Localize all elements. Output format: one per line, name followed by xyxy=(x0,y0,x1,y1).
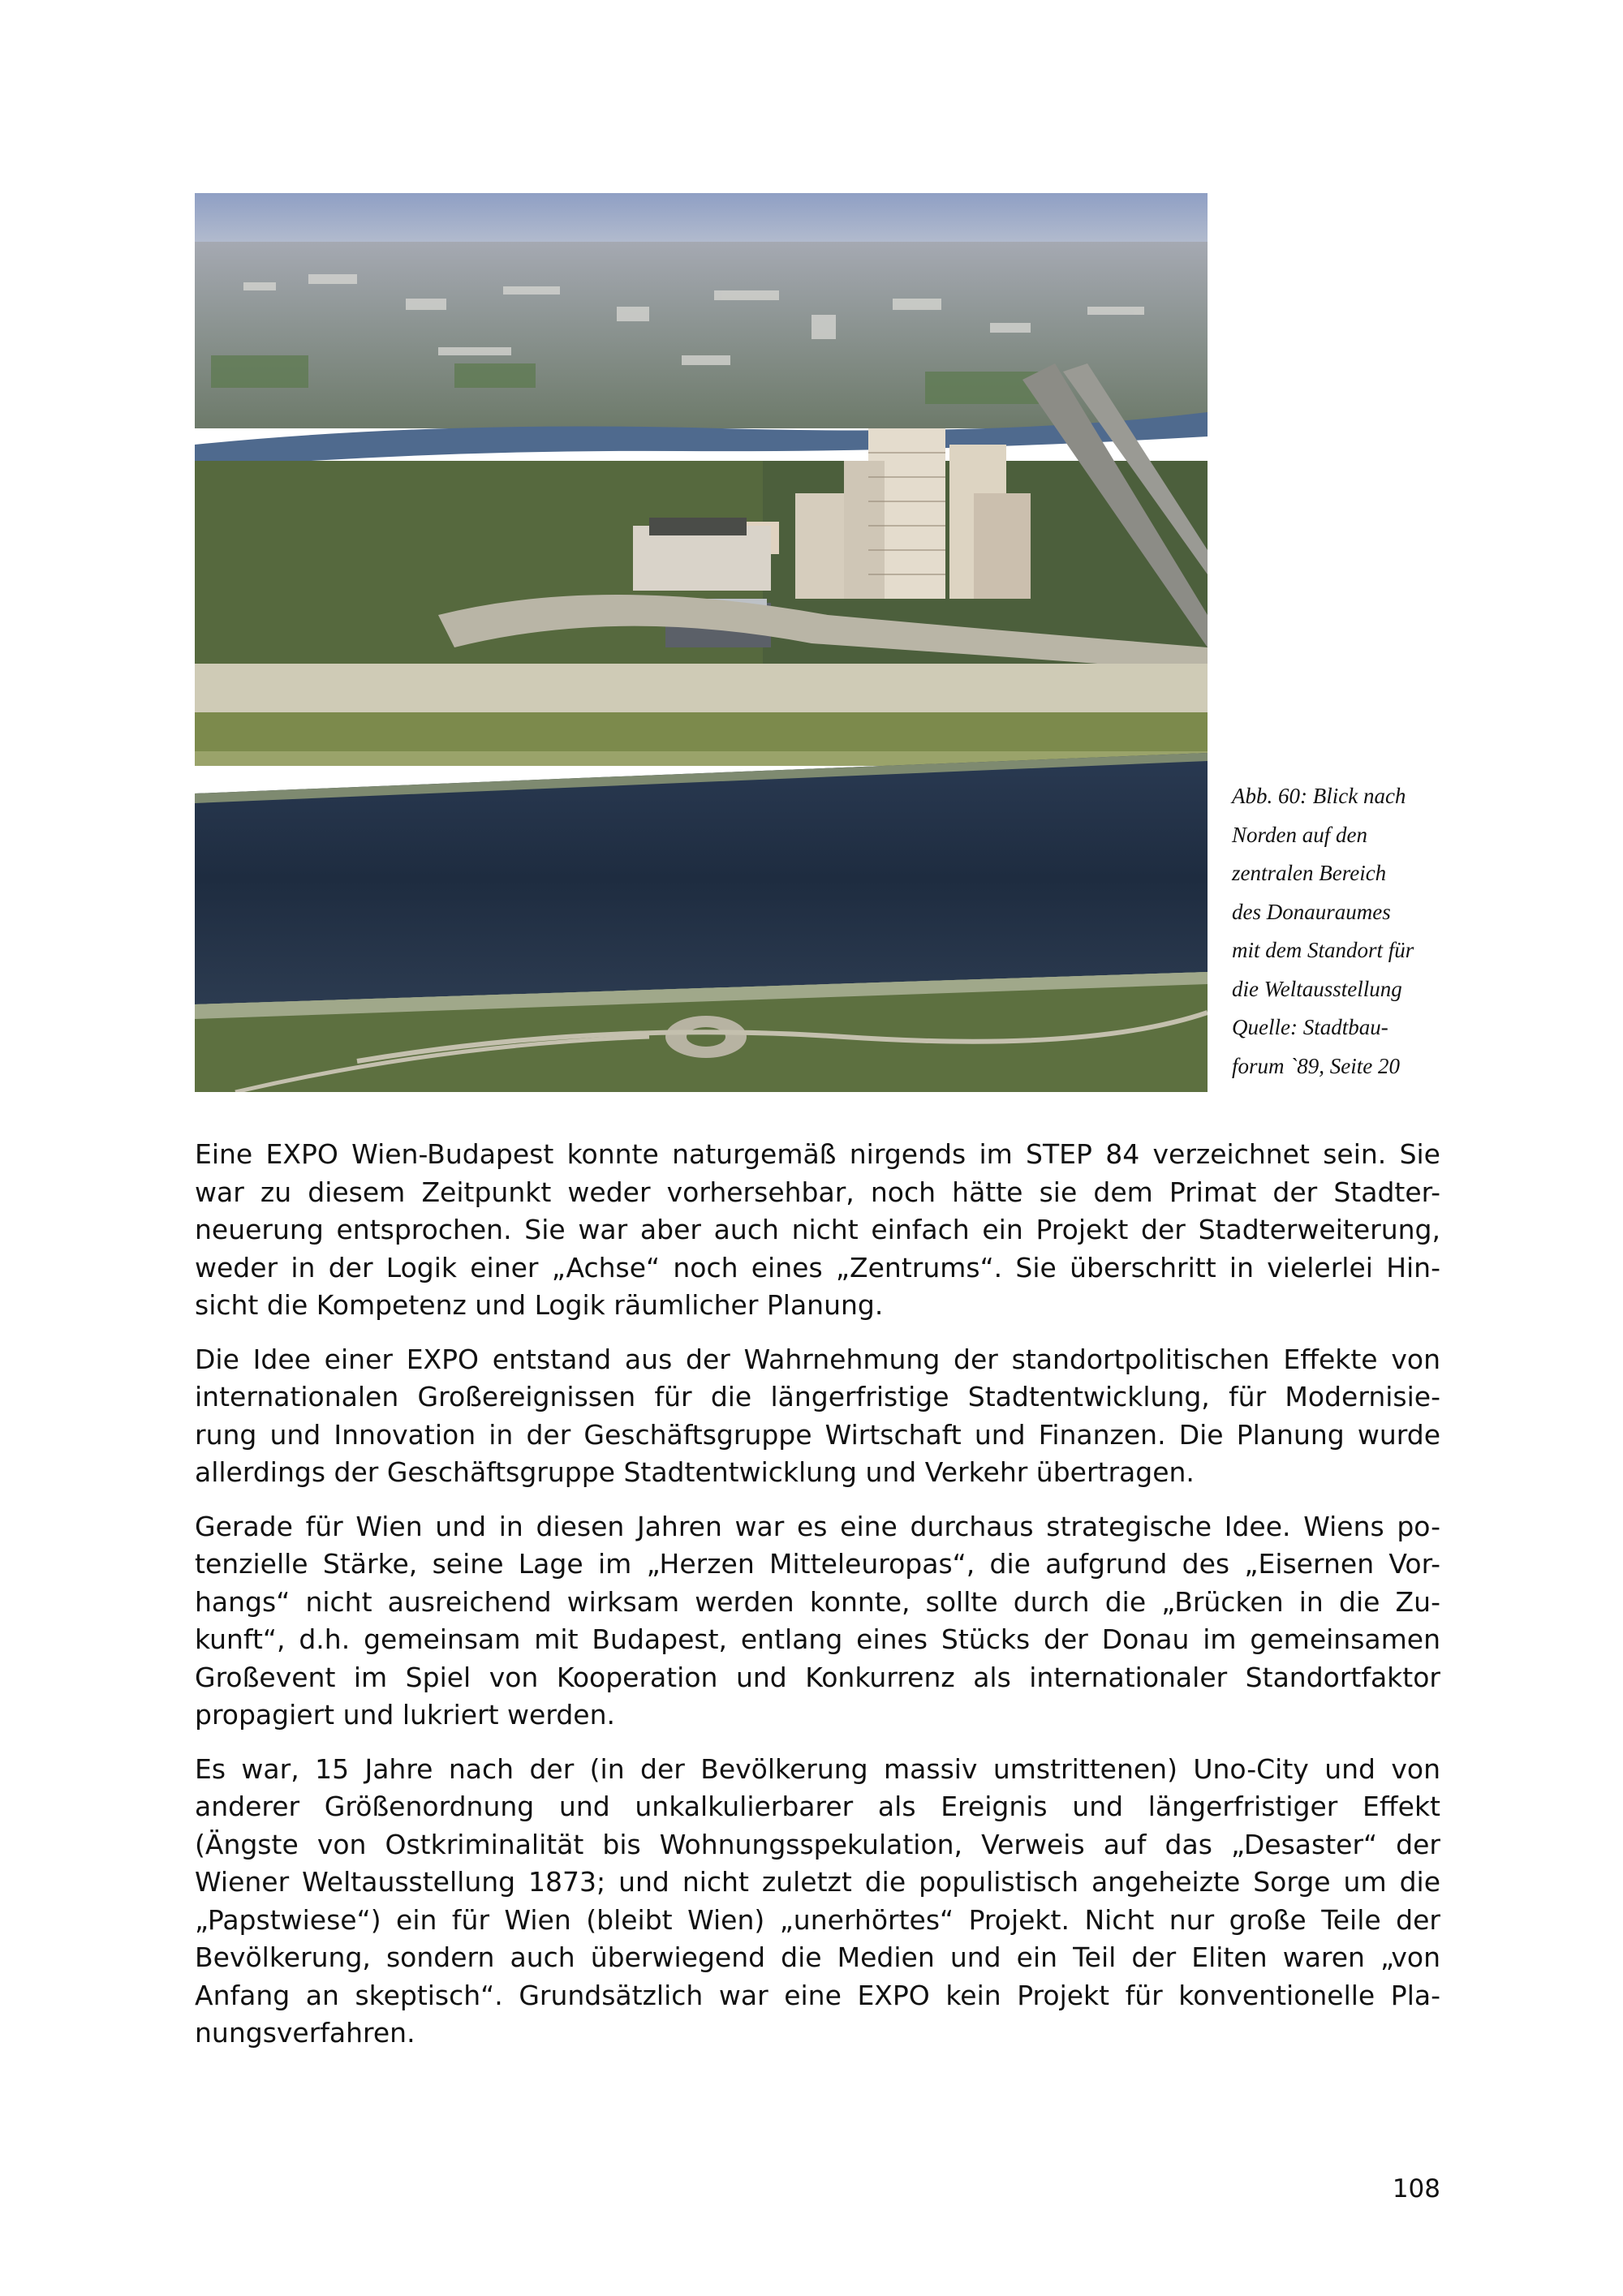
text-line: tenzielle Stärke, seine Lage im „Herzen Mitteleuropas“, die aufgrund des „Eisernen Vor- xyxy=(195,1548,1440,1580)
figure-caption xyxy=(1232,777,1475,1086)
text-line: Wiener Weltausstellung 1873; und nicht zuletzt die populistisch angeheizte Sorge um die xyxy=(195,1866,1440,1898)
aerial-photo xyxy=(195,193,1208,1092)
text-line: Es war, 15 Jahre nach der (in der Bevölkerung massiv umstrittenen) Uno-City und von xyxy=(195,1752,1440,1785)
text-line: hangs“ nicht ausreichend wirksam werden konnte, sollte durch die „Brücken in die Zu- xyxy=(195,1585,1440,1618)
text-line: Eine EXPO Wien-Budapest konnte naturgemäß nirgends im STEP 84 verzeichnet sein. Sie xyxy=(195,1138,1440,1170)
text-line: rung und Innovation in der Geschäftsgruppe Wirtschaft und Finanzen. Die Planung wurde xyxy=(195,1418,1440,1451)
caption-line: mit dem Standort für xyxy=(1232,938,1414,962)
body-text xyxy=(195,1136,1440,2069)
text-line: Die Idee einer EXPO entstand aus der Wahrnehmung der standortpolitischen Effekte von xyxy=(195,1343,1440,1375)
text-line: „Papstwiese“) ein für Wien (bleibt Wien) „unerhörtes“ Projekt. Nicht nur große Teile der xyxy=(195,1903,1440,1936)
text-line: kunft“, d.h. gemeinsam mit Budapest, entlang eines Stücks der Donau im gemeinsamen xyxy=(195,1623,1440,1655)
caption-line: zentralen Bereich xyxy=(1232,861,1387,885)
text-line: sicht die Kompetenz und Logik räumlicher Planung. xyxy=(195,1289,884,1321)
text-line: neuerung entsprochen. Sie war aber auch nicht einfach ein Projekt der Stadterweiterung, xyxy=(195,1214,1440,1245)
text-line: Gerade für Wien und in diesen Jahren war es eine durchaus strategische Idee. Wiens po- xyxy=(195,1510,1440,1542)
text-line: anderer Größenordnung und unkalkulierbarer als Ereignis und längerfristiger Effekt xyxy=(195,1791,1440,1822)
text-line: (Ängste von Ostkriminalität bis Wohnungsspekulation, Verweis auf das „Desaster“ der xyxy=(195,1828,1440,1860)
text-line: war zu diesem Zeitpunkt weder vorhersehbar, noch hätte sie dem Primat der Stadter- xyxy=(195,1176,1440,1208)
caption-line: des Donauraumes xyxy=(1232,899,1391,924)
caption-line: Abb. 60: Blick nach xyxy=(1232,784,1406,808)
caption-line: Norden auf den xyxy=(1232,822,1367,847)
text-line: Anfang an skeptisch“. Grundsätzlich war eine EXPO kein Projekt für konventionelle Pla- xyxy=(195,1979,1440,2011)
paragraph xyxy=(195,1751,1440,2053)
caption-line: forum `89, Seite 20 xyxy=(1232,1053,1400,1078)
text-line: Bevölkerung, sondern auch überwiegend die Medien und ein Teil der Eliten waren „von xyxy=(195,1941,1440,1973)
caption-line: Quelle: Stadtbau- xyxy=(1232,1015,1388,1039)
text-line: internationalen Großereignissen für die längerfristige Stadtentwicklung, für Modernisie- xyxy=(195,1381,1440,1412)
text-line: allerdings der Geschäftsgruppe Stadtentwicklung und Verkehr übertragen. xyxy=(195,1456,1195,1488)
text-line: Großevent im Spiel von Kooperation und Konkurrenz als internationaler Standortfaktor xyxy=(195,1661,1440,1693)
paragraph xyxy=(195,1508,1440,1735)
text-line: nungsverfahren. xyxy=(195,2017,415,2049)
paragraph xyxy=(195,1341,1440,1492)
page-number: 108 xyxy=(1392,2174,1440,2204)
caption-line: die Weltausstellung xyxy=(1232,976,1402,1001)
text-line: propagiert und lukriert werden. xyxy=(195,1699,615,1731)
paragraph xyxy=(195,1136,1440,1325)
text-line: weder in der Logik einer „Achse“ noch eines „Zentrums“. Sie überschritt in vielerlei Hin- xyxy=(195,1251,1440,1283)
aerial-photo-icon xyxy=(195,193,1208,1092)
